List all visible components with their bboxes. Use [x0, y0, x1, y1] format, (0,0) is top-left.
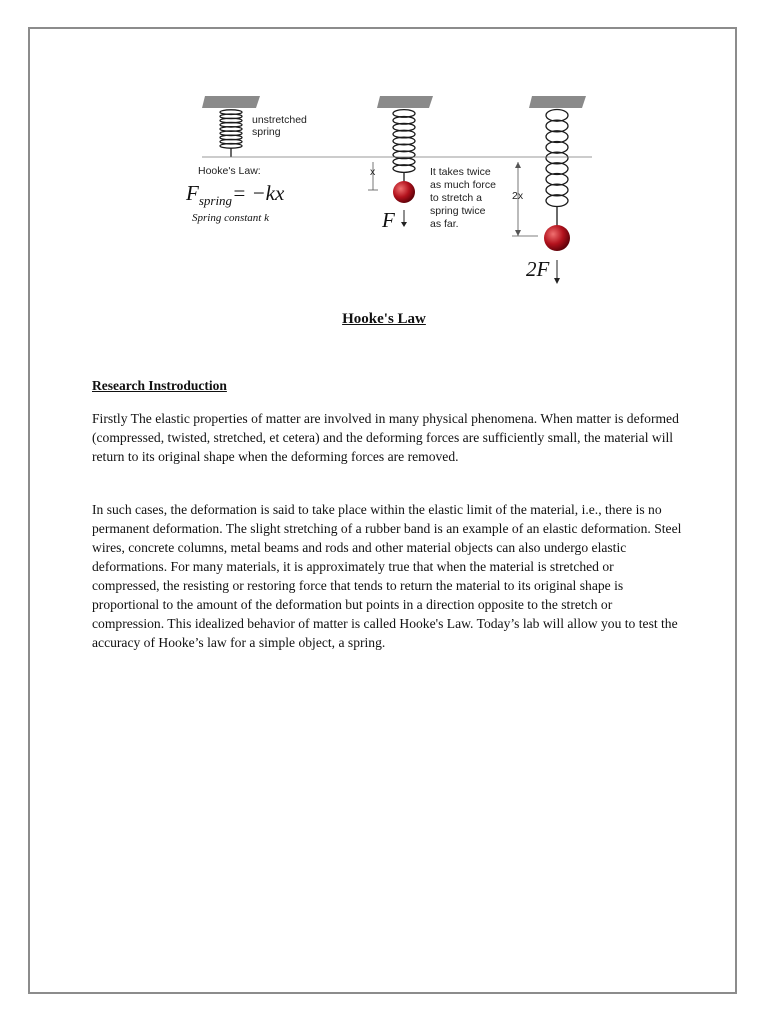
hookes-law-label: Hooke's Law: — [198, 165, 261, 177]
spring-coil — [546, 109, 568, 121]
hookes-law-diagram — [160, 88, 610, 293]
spring-coil — [546, 120, 568, 132]
x-label: x — [370, 166, 376, 178]
note-line-3: to stretch a — [430, 192, 482, 204]
note-line-1: It takes twice — [430, 166, 491, 178]
formula-subscript: spring — [198, 193, 233, 208]
note-line-2: as much force — [430, 179, 496, 191]
ceiling-3 — [529, 96, 586, 108]
mass-ball-1 — [393, 181, 415, 203]
ceiling-1 — [202, 96, 260, 108]
spring-coil — [546, 184, 568, 196]
spring-coil — [546, 195, 568, 207]
stretched-spring-2x — [546, 109, 568, 226]
spring-coil — [546, 173, 568, 185]
paragraph-2: In such cases, the deformation is said to take place within the elastic limit of the material, i.e., there is no permanent deformation. The slight stretching of a rubber band is an example of an elastic deformation. Steel wires, concrete columns, metal beams and rods and other material objects can also undergo elastic deformations. For many materials, it is approximately true that when the material is stretched or compressed, the resisting or restoring force that tends to return the material to its original shape is proportional to the amount of the deformation but points in a direction opposite to the stretch or compression. This idealized behavior of matter is called Hooke's Law. Today’s lab will allow you to test the accuracy of Hooke’s law for a simple object, a spring. — [92, 502, 682, 650]
section-heading: Research Instroduction — [92, 378, 227, 393]
spring-coil — [546, 152, 568, 164]
double-force-arrow-head — [554, 278, 560, 284]
ceiling-2 — [377, 96, 433, 108]
note-line-5: as far. — [430, 218, 459, 230]
document-title — [0, 311, 768, 328]
unstretched-label-1: unstretched — [252, 114, 307, 126]
force-arrow-head — [401, 222, 407, 227]
spring-coil — [546, 163, 568, 175]
spring-coil — [546, 141, 568, 153]
unstretched-label-2: spring — [252, 126, 281, 138]
two-x-label: 2x — [512, 190, 524, 202]
unstretched-spring — [220, 110, 242, 157]
double-force-label: 2F — [526, 257, 550, 281]
force-label: F — [382, 208, 395, 232]
document-title-text: Hooke's Law — [342, 311, 426, 327]
hookes-law-figure — [160, 88, 610, 293]
formula-f: F — [186, 181, 199, 205]
formula — [185, 181, 285, 208]
note-line-4: spring twice — [430, 205, 486, 217]
spring-constant-label: Spring constant k — [192, 212, 269, 224]
formula-rhs: = −kx — [232, 181, 285, 205]
mass-ball-2 — [544, 225, 570, 251]
stretched-spring-x — [393, 110, 415, 182]
two-x-arrow-top — [515, 162, 521, 168]
two-x-arrow-bottom — [515, 230, 521, 236]
spring-coil — [546, 131, 568, 143]
paragraph-1: Firstly The elastic properties of matter are involved in many physical phenomena. When matter is deformed (compressed, twisted, stretched, et cetera) and the deforming forces are sufficiently small, the material will return to its original shape when the deforming forces are removed. — [92, 411, 679, 464]
